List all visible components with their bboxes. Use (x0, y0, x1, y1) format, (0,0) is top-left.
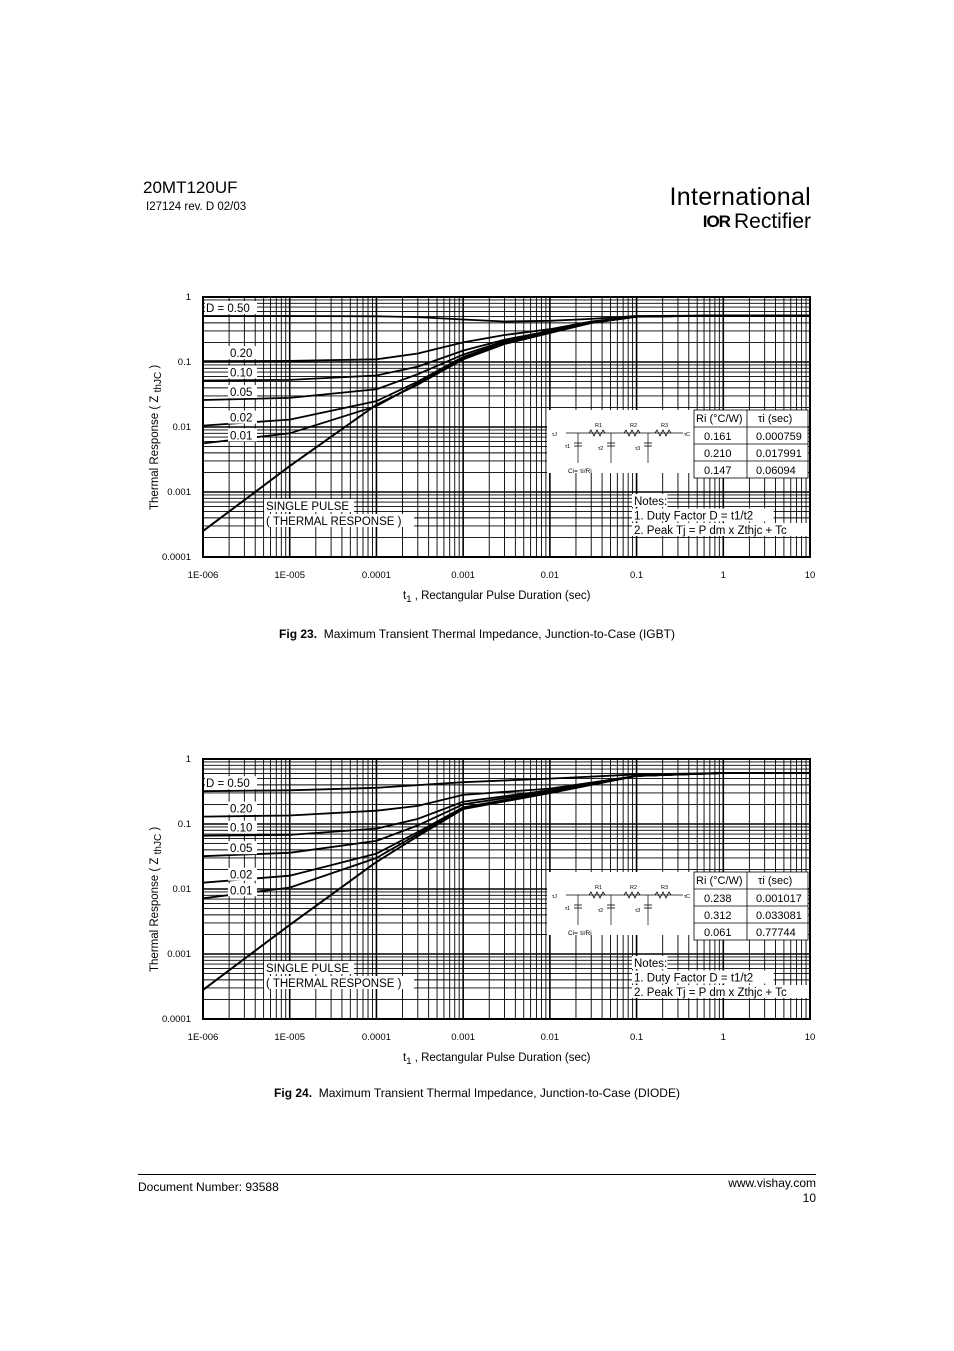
y-tick-label: 0.01 (172, 422, 191, 433)
table-header: τi (sec) (758, 413, 793, 425)
caption-fig-23 (0, 627, 954, 641)
x-tick-label: 0.1 (629, 1032, 644, 1043)
table-cell: 0.312 (704, 910, 732, 922)
x-axis-label: $t_1$ , Rectangular Pulse Duration (sec) (403, 1052, 591, 1067)
x-tick-label: 10 (804, 570, 816, 581)
website-link[interactable]: www.vishay.com (728, 1176, 816, 1190)
series-label: 0.10 (230, 367, 253, 380)
table-cell: 0.000759 (756, 431, 802, 443)
circuit-bg (547, 410, 694, 473)
notes-line: 2. Peak Tj = P dm x Zthjc + Tc (634, 987, 787, 999)
single-pulse-label: SINGLE PULSE (266, 501, 350, 513)
y-tick-label: 0.1 (177, 819, 191, 830)
resistor-label: R3 (661, 423, 669, 429)
rc-table (694, 872, 808, 940)
series-label: 0.02 (230, 412, 253, 425)
y-tick-label: 1 (185, 754, 191, 765)
x-tick-label: 1E-005 (274, 570, 306, 581)
tau-label: τ1 (565, 444, 571, 450)
resistor-label: R3 (661, 885, 669, 891)
series-label: D = 0.50 (206, 303, 250, 316)
part-number: 20MT120UF (143, 178, 238, 197)
document-number: Document Number: 93588 (138, 1180, 279, 1194)
page-number: 10 (802, 1191, 816, 1205)
x-tick-label: 0.1 (629, 570, 644, 581)
resistor-label: R2 (630, 885, 638, 891)
circuit-formula: Ci= τi/Ri (568, 930, 592, 937)
logo-line-1: International (669, 183, 811, 211)
notes-line: 2. Peak Tj = P dm x Zthjc + Tc (634, 525, 787, 537)
chart-fig-24 (0, 747, 954, 1077)
y-axis-label: Thermal Response ( Z thJC ) (149, 826, 164, 972)
x-tick-label: 1 (720, 570, 726, 581)
y-tick-label: 1 (185, 292, 191, 303)
notes-line: Notes: (634, 496, 668, 508)
company-logo (670, 184, 812, 234)
x-tick-label: 10 (804, 1032, 816, 1043)
single-pulse-label-2: ( THERMAL RESPONSE ) (266, 516, 402, 528)
tau-label: τ3 (635, 908, 641, 914)
x-tick-label: 1 (720, 1032, 726, 1043)
logo-line-2 (670, 210, 812, 234)
revision-label: I27124 rev. D 02/03 (146, 201, 247, 213)
y-tick-label: 0.0001 (161, 552, 191, 563)
x-axis-label: $t_1$ , Rectangular Pulse Duration (sec) (403, 590, 591, 605)
x-tick-label: 1E-006 (187, 570, 219, 581)
table-cell: 0.210 (704, 448, 732, 460)
figure-label: Fig 23. (279, 627, 318, 641)
x-tick-label: 0.0001 (361, 1032, 391, 1043)
circuit-node-right: τC (684, 894, 691, 900)
y-tick-label: 0.1 (177, 357, 191, 368)
table-cell: 0.001017 (756, 893, 802, 905)
ior-mark: IOR (702, 212, 730, 231)
notes-line: 1. Duty Factor D = t1/t2 (634, 510, 754, 523)
resistor-label: R1 (595, 423, 603, 429)
table-header: Ri (°C/W) (696, 875, 743, 887)
x-tick-label: 0.01 (540, 1032, 560, 1043)
circuit-bg (547, 872, 694, 935)
series-label: 0.10 (230, 822, 253, 835)
tau-label: τ2 (598, 908, 604, 914)
table-cell: 0.161 (704, 431, 732, 443)
rc-circuit (547, 410, 694, 475)
table-header: τi (sec) (758, 875, 793, 887)
table-cell: 0.033081 (756, 910, 802, 922)
tau-label: τ2 (598, 446, 604, 452)
notes-line: 1. Duty Factor D = t1/t2 (634, 972, 754, 985)
series-label: 0.01 (230, 885, 253, 898)
circuit-formula: Ci= τi/Ri (568, 468, 592, 475)
chart-fig-23 (0, 285, 954, 615)
table-cell: 0.147 (704, 465, 732, 477)
figure-caption: Maximum Transient Thermal Impedance, Junction-to-Case (DIODE) (318, 1086, 680, 1100)
circuit-node-right: τC (684, 432, 691, 438)
table-cell: 0.061 (704, 927, 732, 939)
x-tick-label: 0.001 (451, 570, 476, 581)
series-label: 0.02 (230, 869, 253, 882)
x-tick-label: 0.01 (540, 570, 560, 581)
table-header: Ri (°C/W) (696, 413, 743, 425)
figure-label: Fig 24. (274, 1086, 313, 1100)
tau-label: τ1 (565, 906, 571, 912)
table-cell: 0.77744 (756, 927, 796, 939)
rc-circuit (547, 872, 694, 937)
series-label: 0.20 (230, 803, 253, 816)
series-label: 0.20 (230, 348, 253, 361)
notes-line: Notes: (634, 958, 668, 970)
y-axis-label: Thermal Response ( Z thJC ) (149, 364, 164, 510)
table-cell: 0.238 (704, 893, 732, 905)
figure-caption: Maximum Transient Thermal Impedance, Junction-to-Case (IGBT) (323, 627, 675, 641)
x-tick-label: 1E-005 (274, 1032, 306, 1043)
circuit-node-left: τJ (552, 894, 557, 900)
tau-label: τ3 (635, 446, 641, 452)
caption-fig-24 (0, 1086, 954, 1100)
series-label: 0.05 (230, 843, 253, 856)
y-tick-label: 0.0001 (161, 1014, 191, 1025)
y-tick-label: 0.01 (172, 884, 191, 895)
resistor-label: R1 (595, 885, 603, 891)
table-cell: 0.06094 (756, 465, 796, 477)
series-label: D = 0.50 (206, 778, 250, 791)
rc-table (694, 410, 808, 478)
single-pulse-label: SINGLE PULSE (266, 963, 350, 975)
y-tick-label: 0.001 (167, 949, 191, 960)
table-cell: 0.017991 (756, 448, 802, 460)
series-label: 0.05 (230, 387, 253, 400)
x-tick-label: 0.0001 (361, 570, 391, 581)
circuit-node-left: τJ (552, 432, 557, 438)
x-tick-label: 1E-006 (187, 1032, 219, 1043)
y-tick-label: 0.001 (167, 487, 191, 498)
footer-right (728, 1176, 816, 1206)
logo-line-2-text: Rectifier (733, 210, 811, 233)
series-label: 0.01 (230, 430, 253, 443)
footer-rule (138, 1174, 816, 1175)
x-tick-label: 0.001 (451, 1032, 476, 1043)
resistor-label: R2 (630, 423, 638, 429)
single-pulse-label-2: ( THERMAL RESPONSE ) (266, 978, 402, 990)
